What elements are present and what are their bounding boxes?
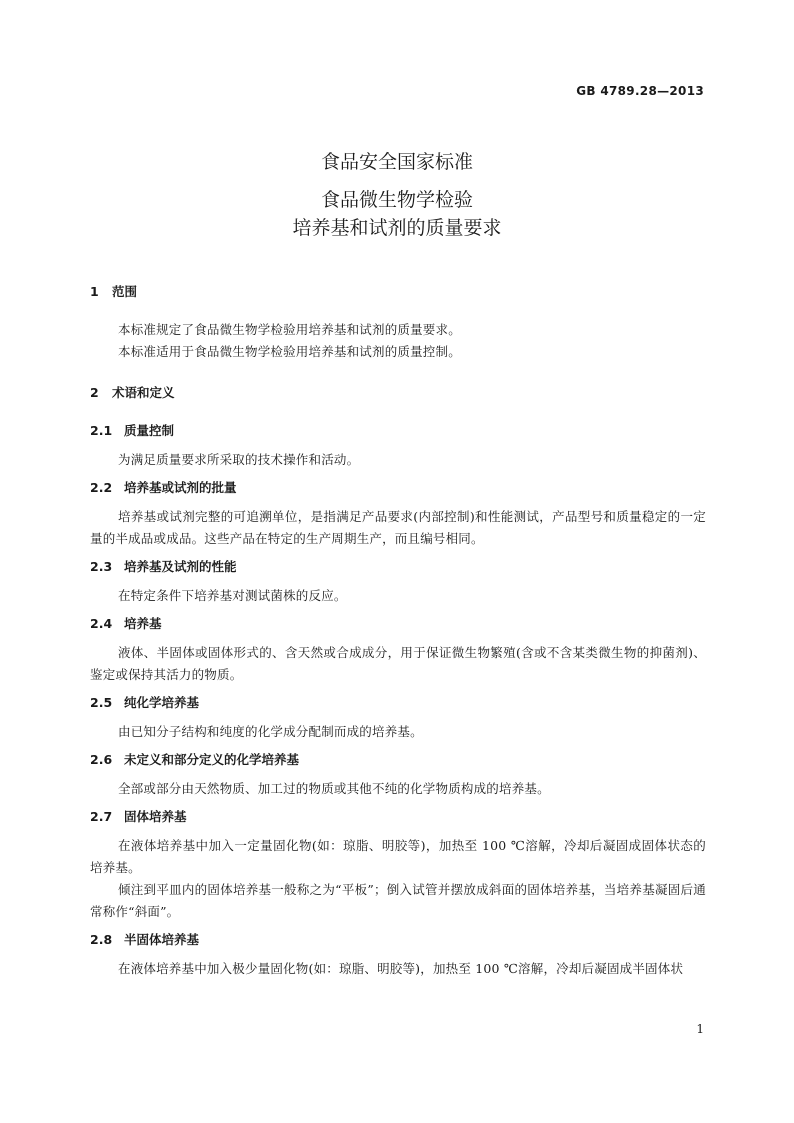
section-2-8-heading xyxy=(90,930,706,950)
paragraph: 倾注到平皿内的固体培养基一般称之为“平板”；倒入试管并摆放成斜面的固体培养基，当培养基凝固后通常称作“斜面”。 xyxy=(90,882,706,919)
paragraph: 全部或部分由天然物质、加工过的物质或其他不纯的化学物质构成的培养基。 xyxy=(118,781,550,796)
section-title: 术语和定义 xyxy=(112,385,175,400)
section-title: 未定义和部分定义的化学培养基 xyxy=(124,752,300,767)
section-2-3-heading xyxy=(90,557,706,577)
section-title: 培养基或试剂的批量 xyxy=(124,480,237,495)
paragraph: 本标准规定了食品微生物学检验用培养基和试剂的质量要求。 xyxy=(118,322,461,337)
section-number: 2.3 xyxy=(90,559,113,574)
section-title: 范围 xyxy=(112,284,138,299)
section-number: 1 xyxy=(90,284,99,299)
document-body xyxy=(90,282,706,980)
section-2-7-heading xyxy=(90,807,706,827)
section-number: 2.5 xyxy=(90,695,113,710)
section-number: 2.7 xyxy=(90,809,113,824)
section-2-heading xyxy=(90,383,706,403)
paragraph: 在特定条件下培养基对测试菌株的反应。 xyxy=(118,588,347,603)
standard-code: GB 4789.28—2013 xyxy=(576,84,704,98)
paragraph: 在液体培养基中加入极少量固化物(如：琼脂、明胶等)，加热至 100 ℃溶解，冷却后凝固成半固体状 xyxy=(118,961,684,976)
document-title-sub1: 食品微生物学检验 xyxy=(320,189,473,211)
paragraph: 本标准适用于食品微生物学检验用培养基和试剂的质量控制。 xyxy=(118,344,461,359)
section-number: 2 xyxy=(90,385,99,400)
section-2-4-heading xyxy=(90,614,706,634)
paragraph: 在液体培养基中加入一定量固化物(如：琼脂、明胶等)，加热至 100 ℃溶解，冷却后凝固成固体状态的培养基。 xyxy=(90,838,706,875)
paragraph: 培养基或试剂完整的可追溯单位，是指满足产品要求(内部控制)和性能测试，产品型号和质量稳定的一定量的半成品或成品。这些产品在特定的生产周期生产，而且编号相同。 xyxy=(90,509,706,546)
page-number: 1 xyxy=(696,1022,704,1036)
section-1-heading xyxy=(90,282,706,302)
section-number: 2.4 xyxy=(90,616,113,631)
section-2-6-heading xyxy=(90,750,706,770)
section-title: 培养基及试剂的性能 xyxy=(124,559,237,574)
section-number: 2.8 xyxy=(90,932,113,947)
section-title: 固体培养基 xyxy=(124,809,187,824)
section-2-1-heading xyxy=(90,421,706,441)
section-title: 纯化学培养基 xyxy=(124,695,200,710)
section-number: 2.1 xyxy=(90,423,113,438)
section-title: 培养基 xyxy=(124,616,162,631)
section-number: 2.6 xyxy=(90,752,113,767)
document-title-main: 食品安全国家标准 xyxy=(320,151,473,173)
section-2-2-heading xyxy=(90,478,706,498)
section-number: 2.2 xyxy=(90,480,113,495)
section-title: 质量控制 xyxy=(124,423,175,438)
paragraph: 液体、半固体或固体形式的、含天然或合成成分，用于保证微生物繁殖(含或不含某类微生物的抑菌剂)、鉴定或保持其活力的物质。 xyxy=(90,645,706,682)
document-title-sub2: 培养基和试剂的质量要求 xyxy=(292,217,502,239)
paragraph: 由已知分子结构和纯度的化学成分配制而成的培养基。 xyxy=(118,724,423,739)
document-titles xyxy=(0,150,794,242)
section-title: 半固体培养基 xyxy=(124,932,200,947)
section-2-5-heading xyxy=(90,693,706,713)
paragraph: 为满足质量要求所采取的技术操作和活动。 xyxy=(118,452,360,467)
